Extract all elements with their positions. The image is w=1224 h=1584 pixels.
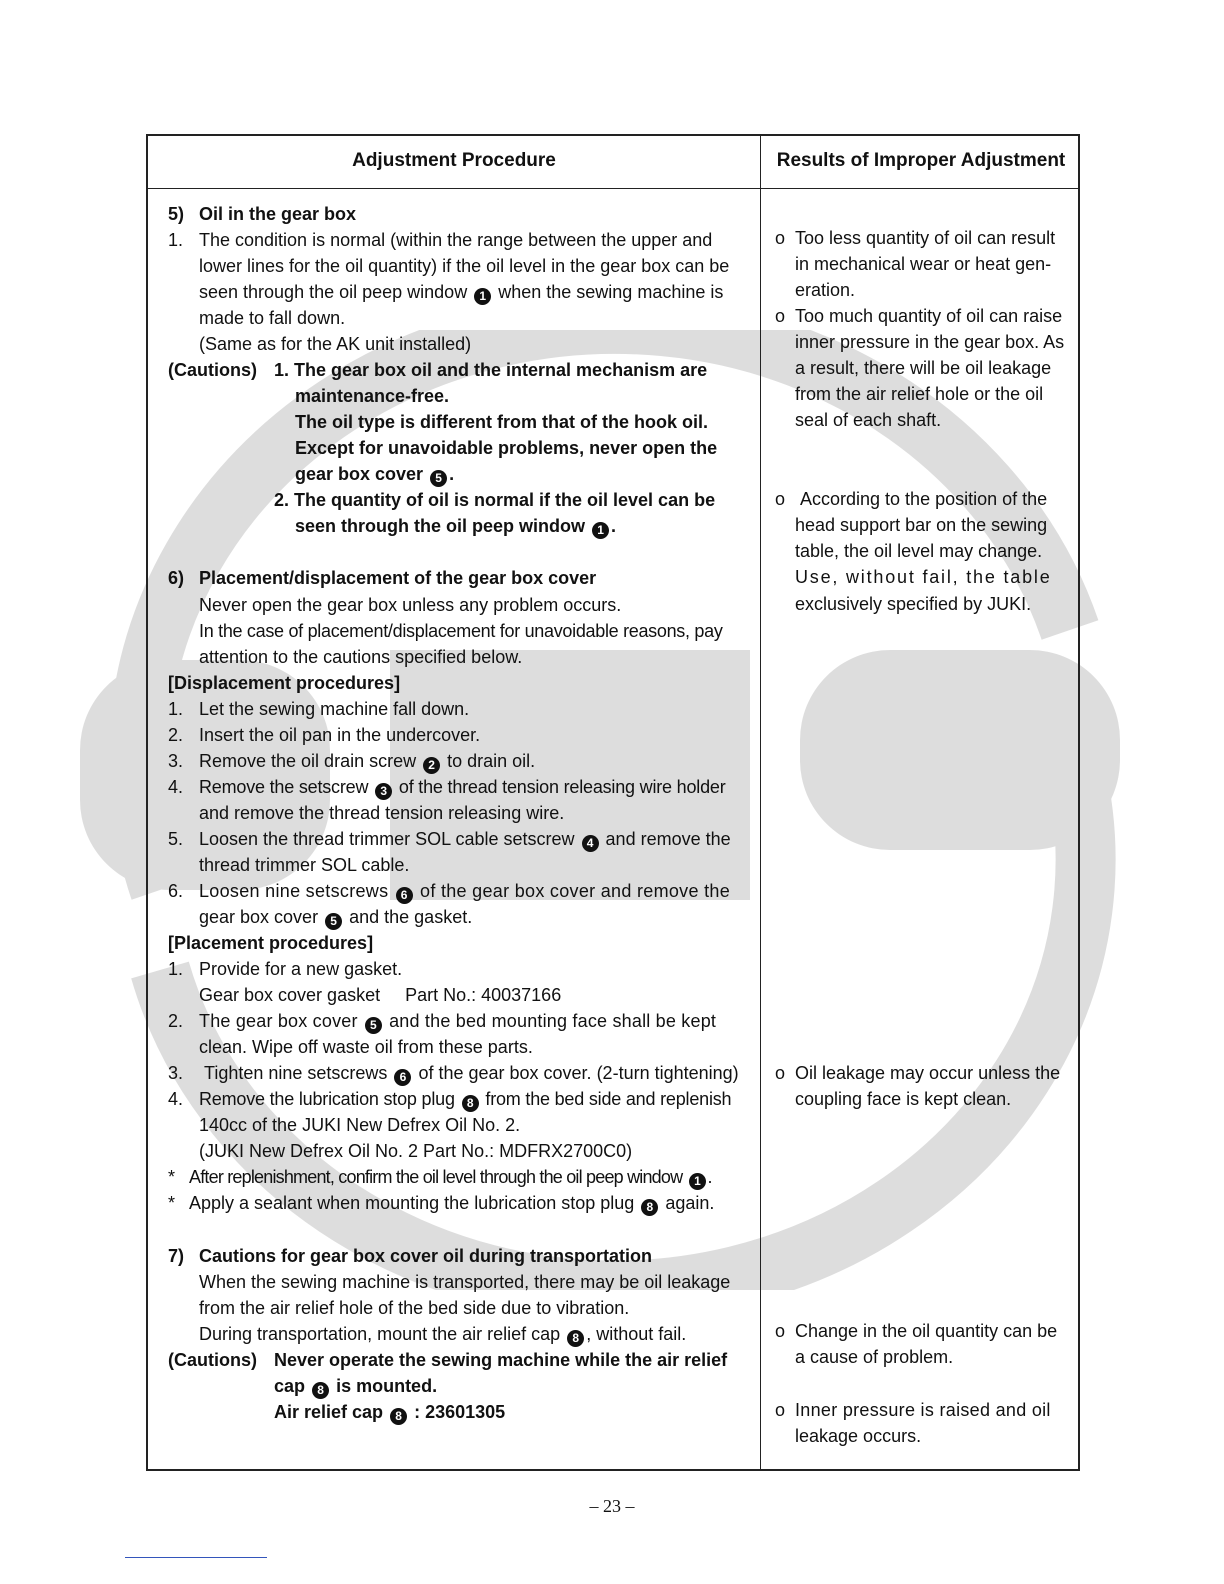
- step-number: 1.: [168, 959, 184, 979]
- text-line: Insert the oil pan in the undercover.: [199, 725, 481, 745]
- text-line: seen through the oil peep window 1 when the sewing machine is: [199, 282, 724, 303]
- result-line: in mechanical wear or heat gen-: [795, 254, 1052, 274]
- result-line: leakage occurs.: [795, 1426, 922, 1446]
- text-line: Loosen the thread trimmer SOL cable setscrew 4 and remove the: [199, 829, 731, 850]
- text-line: Never open the gear box unless any problem occurs.: [199, 595, 622, 615]
- callout-1-icon: 1: [592, 522, 609, 539]
- text-line: When the sewing machine is transported, there may be oil leakage: [199, 1272, 731, 1292]
- caution-line: Air relief cap 8 : 23601305: [274, 1402, 506, 1423]
- step-number: 4.: [168, 1089, 184, 1109]
- result-line: seal of each shaft.: [795, 410, 942, 430]
- result-line: Too much quantity of oil can raise: [795, 306, 1063, 326]
- caution-line: cap 8 is mounted.: [274, 1376, 438, 1397]
- step-number: 3.: [168, 1063, 184, 1083]
- text-line: gear box cover 5 and the gasket.: [199, 907, 473, 928]
- callout-5-icon: 5: [365, 1017, 382, 1034]
- step-number: 4.: [168, 777, 184, 797]
- callout-5-icon: 5: [325, 913, 342, 930]
- result-line: Too less quantity of oil can result: [795, 228, 1056, 248]
- text-line: Apply a sealant when mounting the lubrication stop plug 8 again.: [189, 1193, 715, 1214]
- text-line: Remove the setscrew 3 of the thread tension releasing wire holder: [199, 777, 726, 798]
- text-line: Remove the oil drain screw 2 to drain oil.: [199, 751, 536, 772]
- callout-2-icon: 2: [423, 757, 440, 774]
- caution-line: Except for unavoidable problems, never open the: [295, 438, 718, 458]
- callout-8-icon: 8: [641, 1199, 658, 1216]
- text-line: During transportation, mount the air relief cap 8 , without fail.: [199, 1324, 687, 1345]
- callout-8-icon: 8: [390, 1408, 407, 1425]
- caution-line: maintenance-free.: [295, 386, 450, 406]
- caution-line: 1. The gear box oil and the internal mechanism are: [274, 360, 708, 380]
- callout-3-icon: 3: [375, 783, 392, 800]
- bullet: o: [775, 1400, 786, 1420]
- callout-5-icon: 5: [430, 470, 447, 487]
- bullet: o: [775, 228, 786, 248]
- caution-line: Never operate the sewing machine while the air relief: [274, 1350, 728, 1370]
- text-line: After replenishment, confirm the oil level through the oil peep window 1 .: [189, 1167, 712, 1188]
- header-results-improper: Results of Improper Adjustment: [776, 150, 1066, 171]
- section-5-title: Oil in the gear box: [199, 204, 357, 224]
- callout-8-icon: 8: [567, 1330, 584, 1347]
- text-line: lower lines for the oil quantity) if the oil level in the gear box can be: [199, 256, 730, 276]
- text-line: Tighten nine setscrews 6 of the gear box cover. (2-turn tightening): [204, 1063, 739, 1084]
- note-star: *: [168, 1167, 176, 1187]
- text-line: 140cc of the JUKI New Defrex Oil No. 2.: [199, 1115, 521, 1135]
- displacement-title: [Displacement procedures]: [168, 673, 401, 693]
- step-number: 3.: [168, 751, 184, 771]
- result-line: exclusively specified by JUKI.: [795, 594, 1032, 614]
- cautions-label: (Cautions): [168, 1350, 257, 1370]
- section-7-number: 7): [168, 1246, 185, 1266]
- text-line: Remove the lubrication stop plug 8 from the bed side and replenish: [199, 1089, 732, 1110]
- text-line: The condition is normal (within the range between the upper and: [199, 230, 713, 250]
- callout-1-icon: 1: [689, 1173, 706, 1190]
- section-5-number: 5): [168, 204, 185, 224]
- result-line: coupling face is kept clean.: [795, 1089, 1012, 1109]
- result-line: Change in the oil quantity can be: [795, 1321, 1058, 1341]
- result-line: a result, there will be oil leakage: [795, 358, 1052, 378]
- text-line: and remove the thread tension releasing wire.: [199, 803, 565, 823]
- text-line: attention to the cautions specified below.: [199, 647, 523, 667]
- column-divider: [760, 136, 761, 1469]
- step-number: 5.: [168, 829, 184, 849]
- text-line: Provide for a new gasket.: [199, 959, 403, 979]
- step-number: 1.: [168, 699, 184, 719]
- note-star: *: [168, 1193, 176, 1213]
- text-line: from the air relief hole of the bed side due to vibration.: [199, 1298, 630, 1318]
- text-line: (Same as for the AK unit installed): [199, 334, 472, 354]
- result-line: According to the position of the: [800, 489, 1048, 509]
- caution-line: seen through the oil peep window 1 .: [295, 516, 617, 537]
- text-line: Loosen nine setscrews 6 of the gear box cover and remove the: [199, 881, 731, 902]
- section-7-title: Cautions for gear box cover oil during transportation: [199, 1246, 653, 1266]
- section-6-title: Placement/displacement of the gear box cover: [199, 568, 597, 588]
- callout-1-icon: 1: [474, 288, 491, 305]
- callout-8-icon: 8: [462, 1095, 479, 1112]
- result-line: from the air relief hole or the oil: [795, 384, 1044, 404]
- result-line: eration.: [795, 280, 856, 300]
- bullet: o: [775, 1063, 786, 1083]
- result-line: a cause of problem.: [795, 1347, 954, 1367]
- step-number: 2.: [168, 1011, 184, 1031]
- text-line: Let the sewing machine fall down.: [199, 699, 470, 719]
- caution-line: 2. The quantity of oil is normal if the oil level can be: [274, 490, 716, 510]
- step-number: 1.: [168, 230, 184, 250]
- callout-6-icon: 6: [396, 887, 413, 904]
- text-line: In the case of placement/displacement for unavoidable reasons, pay: [199, 621, 723, 641]
- callout-8-icon: 8: [312, 1382, 329, 1399]
- bullet: o: [775, 306, 786, 326]
- text-line: thread trimmer SOL cable.: [199, 855, 410, 875]
- text-line: made to fall down.: [199, 308, 346, 328]
- result-line: head support bar on the sewing: [795, 515, 1048, 535]
- footer-link-rule: [125, 1557, 267, 1558]
- result-line: Oil leakage may occur unless the: [795, 1063, 1061, 1083]
- result-line: Inner pressure is raised and oil: [795, 1400, 1051, 1420]
- header-divider: [148, 188, 1078, 189]
- step-number: 6.: [168, 881, 184, 901]
- section-6-number: 6): [168, 568, 185, 588]
- step-number: 2.: [168, 725, 184, 745]
- callout-4-icon: 4: [582, 835, 599, 852]
- text-line: Gear box cover gasket Part No.: 40037166: [199, 985, 562, 1005]
- placement-title: [Placement procedures]: [168, 933, 374, 953]
- caution-line: The oil type is different from that of the hook oil.: [295, 412, 709, 432]
- header-adjustment-procedure: Adjustment Procedure: [352, 150, 556, 171]
- text-line: clean. Wipe off waste oil from these parts.: [199, 1037, 533, 1057]
- text-line: (JUKI New Defrex Oil No. 2 Part No.: MDFRX2700C0): [199, 1141, 633, 1161]
- text-line: The gear box cover 5 and the bed mounting face shall be kept: [199, 1011, 717, 1032]
- bullet: o: [775, 489, 786, 509]
- caution-line: gear box cover 5 .: [295, 464, 455, 485]
- result-line: inner pressure in the gear box. As: [795, 332, 1065, 352]
- callout-6-icon: 6: [394, 1069, 411, 1086]
- bullet: o: [775, 1321, 786, 1341]
- result-line: table, the oil level may change.: [795, 541, 1043, 561]
- page-number: – 23 –: [589, 1496, 635, 1516]
- result-line: Use, without fail, the table: [795, 567, 1052, 587]
- cautions-label: (Cautions): [168, 360, 257, 380]
